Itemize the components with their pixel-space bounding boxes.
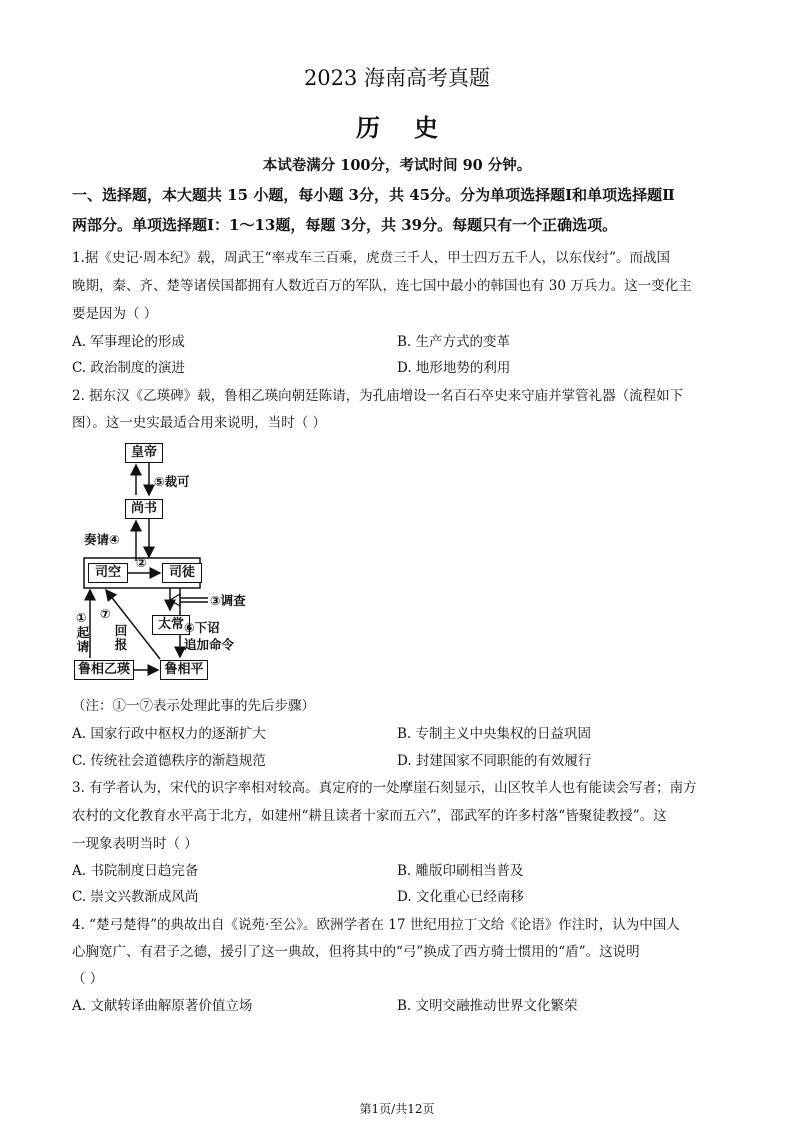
node-huangdi: 皇帝: [125, 443, 163, 463]
q1-stem-line-2: 晚期，秦、齐、楚等诸侯国都拥有人数近百万的军队，连七国中最小的韩国也有 30 万兵力。这一变化主: [72, 278, 692, 294]
q1-option-b: B. 生产方式的变革: [397, 334, 511, 350]
step-1-label: ①: [76, 610, 87, 625]
node-shangshu: 尚书: [125, 499, 163, 519]
q3-stem-line-2: 农村的文化教育水平高于北方，如建州“耕且读者十家而五六”，邵武军的许多村落“皆聚徒教授”。这: [72, 808, 667, 824]
node-luxiang-ping: 鲁相平: [160, 660, 208, 680]
step-7-text: 回报: [114, 623, 128, 652]
q1-option-a: A. 军事理论的形成: [72, 334, 185, 350]
paper-title: 2023 海南高考真题: [303, 66, 491, 90]
q1-stem-line-1: 1.据《史记·周本纪》载，周武王“率戎车三百乘，虎贲三千人，甲士四万五千人，以东伐纣”。而战国: [72, 250, 670, 266]
section-instruction-line-1: 一、选择题，本大题共 15 小题，每小题 3分，共 45分。分为单项选择题Ⅰ和单项选择题Ⅱ: [72, 186, 675, 204]
q4-option-b: B. 文明交融推动世界文化繁荣: [397, 998, 578, 1014]
q4-stem-line-3: （ ）: [72, 971, 104, 987]
q1-stem-line-3: 要是因为（ ）: [72, 306, 158, 322]
q1-option-d: D. 地形地势的利用: [397, 360, 511, 376]
node-luxiang-yiying: 鲁相乙瑛: [74, 660, 134, 680]
q3-option-c: C. 崇文兴教渐成风尚: [72, 889, 199, 905]
process-flow-diagram: [70, 438, 270, 688]
q2-option-a: A. 国家行政中枢权力的逐渐扩大: [72, 726, 266, 742]
node-taichang: 太常: [152, 615, 190, 635]
q3-stem-line-1: 3. 有学者认为，宋代的识字率相对较高。真定府的一处摩崖石刻显示，山区牧羊人也有能读会写者；南方: [72, 780, 697, 796]
step-7-label: ⑦: [100, 606, 111, 621]
q2-stem-line-1: 2. 据东汉《乙瑛碑》载，鲁相乙瑛向朝廷陈请，为孔庙增设一名百石卒史来守庙并掌管礼器（流程如下: [72, 388, 684, 404]
q2-option-b: B. 专制主义中央集权的日益巩固: [397, 726, 592, 742]
q3-option-d: D. 文化重心已经南移: [397, 889, 524, 905]
step-3-label: ③调查: [210, 593, 246, 608]
q2-diagram-note: （注：①一⑦表示处理此事的先后步骤）: [72, 698, 315, 714]
q4-stem-line-2: 心胸宽广、有君子之德，援引了这一典故，但将其中的“弓”换成了西方骑士惯用的“盾”。这说明: [72, 944, 640, 960]
step-5-label: ⑤裁可: [154, 474, 190, 489]
q3-option-a: A. 书院制度日趋完备: [72, 863, 199, 879]
q3-option-b: B. 雕版印刷相当普及: [397, 863, 524, 879]
q2-stem-line-2: 图）。这一史实最适合用来说明，当时（ ）: [72, 415, 327, 431]
step-6-label-a: ⑥下诏: [184, 620, 220, 635]
q2-option-c: C. 传统社会道德秩序的渐趋规范: [72, 753, 266, 769]
node-situ: 司徒: [162, 563, 202, 583]
exam-info: 本试卷满分 100分，考试时间 90 分钟。: [262, 157, 532, 174]
node-sikong: 司空: [88, 563, 128, 583]
subject-title: 历史: [356, 113, 472, 142]
q4-option-a: A. 文献转译曲解原著价值立场: [72, 998, 253, 1014]
q4-stem-line-1: 4. “楚弓楚得”的典故出自《说苑·至公》。欧洲学者在 17 世纪用拉丁文给《论语》作注时，认为中国人: [72, 917, 680, 933]
step-2-label: ②: [136, 555, 147, 570]
step-4-label: 奏请④: [84, 532, 120, 547]
section-instruction-line-2: 两部分。单项选择题Ⅰ：1～13题，每题 3分，共 39分。每题只有一个正确选项。: [72, 216, 618, 234]
q1-option-c: C. 政治制度的演进: [72, 360, 185, 376]
q2-option-d: D. 封建国家不同职能的有效履行: [397, 753, 592, 769]
step-1-text: 起请: [76, 625, 90, 654]
page-number: 第1页/共12页: [359, 1102, 435, 1116]
q3-stem-line-3: 一现象表明当时（ ）: [72, 836, 198, 852]
step-6-label-b: 追加命令: [184, 637, 235, 652]
